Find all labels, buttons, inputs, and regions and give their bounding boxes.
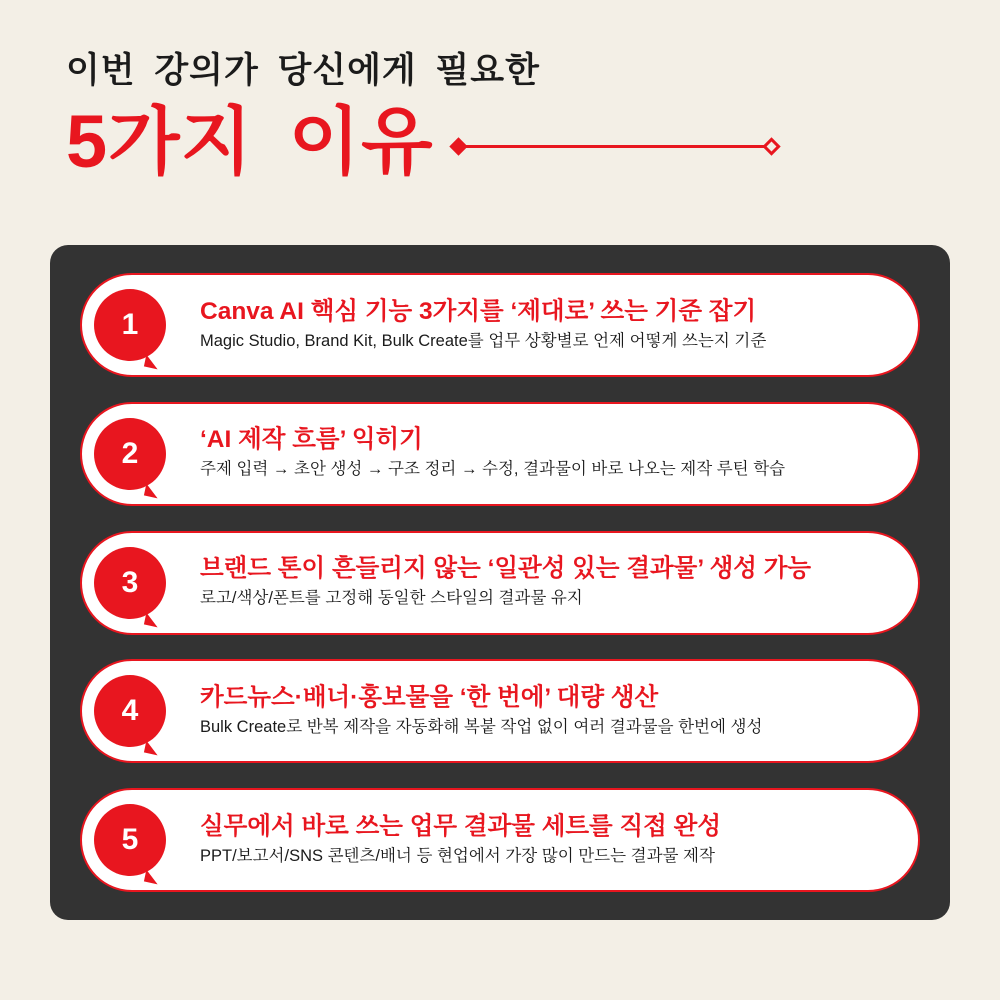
list-item (80, 788, 920, 892)
reason-title: 실무에서 바로 쓰는 업무 결과물 세트를 직접 완성 (200, 812, 721, 840)
reason-text-block (200, 299, 766, 352)
reasons-panel (50, 245, 950, 920)
diamond-filled-icon (449, 137, 467, 155)
decorative-rule (452, 140, 778, 153)
reason-number-badge: 3 (94, 547, 166, 619)
reason-number-badge: 5 (94, 804, 166, 876)
reason-subtitle: Bulk Create로 반복 제작을 자동화해 복붙 작업 없이 여러 결과물을 한번에 생성 (200, 717, 763, 736)
reason-text-block (200, 427, 785, 480)
list-item (80, 402, 920, 506)
list-item (80, 531, 920, 635)
rule-line (465, 145, 765, 148)
reason-subtitle: 주제 입력 → 초안 생성 → 구조 정리 → 수정, 결과물이 바로 나오는 제작 루틴 학습 (200, 460, 786, 479)
reason-number-badge: 1 (94, 289, 166, 361)
page-title: 5가지 이유 (66, 99, 434, 183)
list-item (80, 273, 920, 377)
reason-text-block (200, 685, 762, 738)
list-item (80, 659, 920, 763)
reason-text-block (200, 556, 811, 609)
reason-title: ‘AI 제작 흐름’ 익히기 (200, 426, 423, 454)
poster-header (0, 0, 1000, 183)
diamond-outline-icon (762, 137, 780, 155)
reason-title: Canva AI 핵심 기능 3가지를 ‘제대로’ 쓰는 기준 잡기 (200, 297, 757, 325)
reason-title: 브랜드 톤이 흔들리지 않는 ‘일관성 있는 결과물’ 생성 가능 (200, 555, 812, 583)
reason-number-badge: 2 (94, 418, 166, 490)
headline-row (66, 99, 1000, 183)
reason-number-badge: 4 (94, 675, 166, 747)
reason-text-block (200, 814, 721, 867)
reason-subtitle: 로고/색상/폰트를 고정해 동일한 스타일의 결과물 유지 (200, 589, 583, 608)
kicker-text: 이번 강의가 당신에게 필요한 (66, 51, 540, 90)
reason-title: 카드뉴스·배너·홍보물을 ‘한 번에’ 대량 생산 (200, 683, 659, 711)
reason-subtitle: Magic Studio, Brand Kit, Bulk Create를 업무 상황별로 언제 어떻게 쓰는지 기준 (200, 331, 767, 350)
reason-subtitle: PPT/보고서/SNS 콘텐츠/배너 등 현업에서 가장 많이 만드는 결과물 제작 (200, 846, 715, 865)
